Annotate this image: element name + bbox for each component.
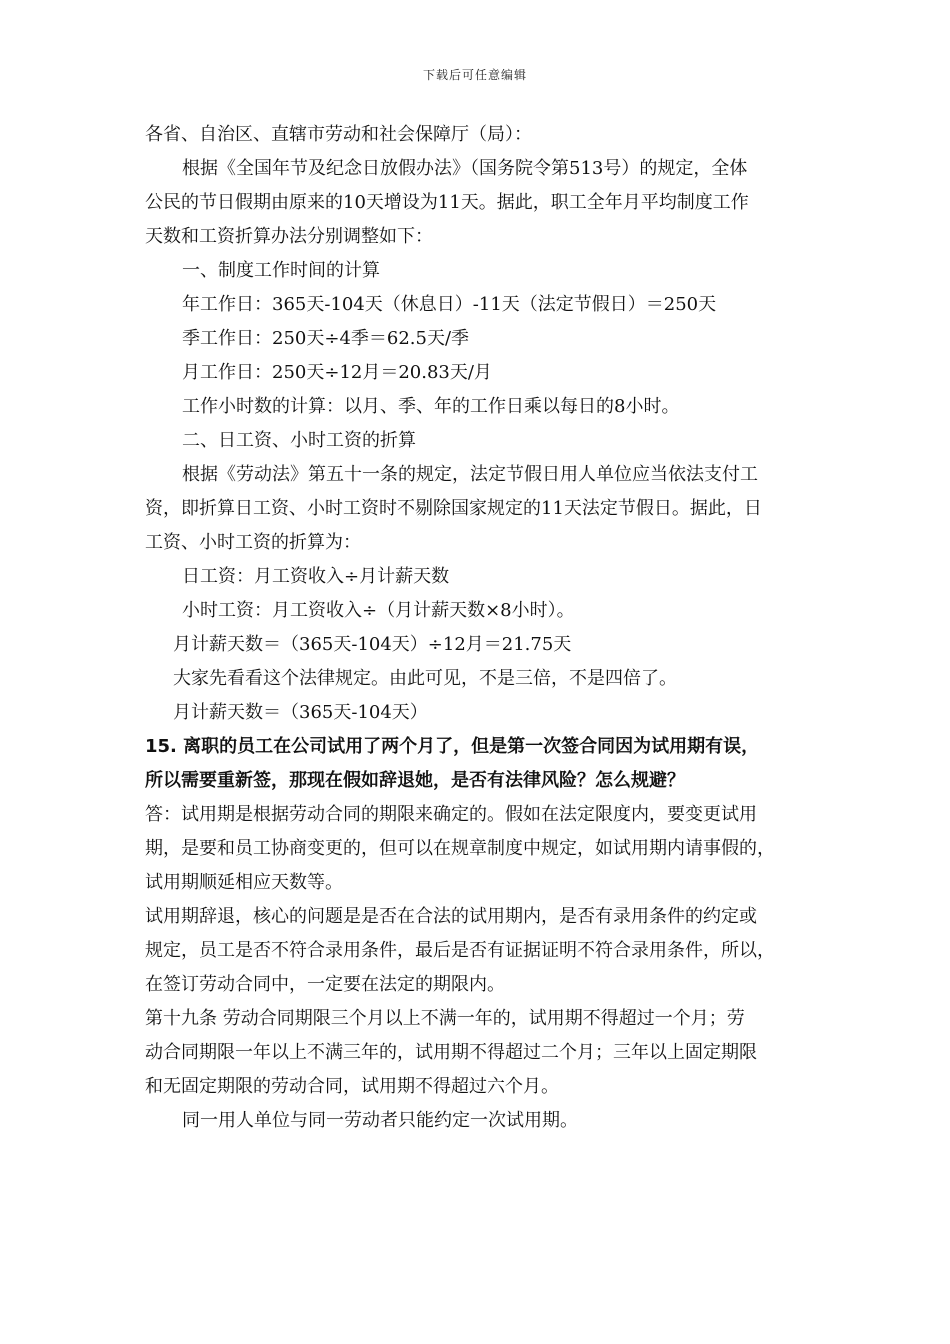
formula-line: 年工作日：365天-104天（休息日）-11天（法定节假日）＝250天 xyxy=(182,294,717,315)
paragraph-line: 资，即折算日工资、小时工资时不剔除国家规定的11天法定节假日。据此，日 xyxy=(145,498,762,519)
law-article-line: 同一用人单位与同一劳动者只能约定一次试用期。 xyxy=(182,1110,578,1131)
paragraph-line: 根据《劳动法》第五十一条的规定，法定节假日用人单位应当依法支付工 xyxy=(182,464,758,485)
question-heading: 15. 离职的员工在公司试用了两个月了，但是第一次签合同因为试用期有误， xyxy=(145,736,760,757)
law-article-line: 和无固定期限的劳动合同，试用期不得超过六个月。 xyxy=(145,1076,559,1097)
page-header-note: 下载后可任意编辑 xyxy=(422,68,527,82)
answer-line: 规定，员工是否不符合录用条件，最后是否有证据证明不符合录用条件，所以， xyxy=(145,940,775,961)
law-article-line: 第十九条 劳动合同期限三个月以上不满一年的，试用期不得超过一个月；劳 xyxy=(145,1008,745,1029)
paragraph-line: 工资、小时工资的折算为： xyxy=(145,532,361,553)
paragraph-line: 天数和工资折算办法分别调整如下： xyxy=(145,226,433,247)
section-heading: 二、日工资、小时工资的折算 xyxy=(182,430,416,451)
answer-line: 在签订劳动合同中，一定要在法定的期限内。 xyxy=(145,974,505,995)
salutation-line: 各省、自治区、直辖市劳动和社会保障厅（局）： xyxy=(145,124,532,145)
formula-line: 日工资：月工资收入÷月计薪天数 xyxy=(182,566,450,587)
answer-line: 期，是要和员工协商变更的，但可以在规章制度中规定，如试用期内请事假的， xyxy=(145,838,775,859)
formula-line: 月计薪天数＝（365天-104天）÷12月＝21.75天 xyxy=(173,634,572,655)
answer-line: 答：试用期是根据劳动合同的期限来确定的。假如在法定限度内，要变更试用 xyxy=(145,804,757,825)
paragraph-line: 工作小时数的计算：以月、季、年的工作日乘以每日的8小时。 xyxy=(182,396,680,417)
section-heading: 一、制度工作时间的计算 xyxy=(182,260,380,281)
question-heading: 所以需要重新签，那现在假如辞退她，是否有法律风险？怎么规避？ xyxy=(145,770,685,791)
formula-line: 月工作日：250天÷12月＝20.83天/月 xyxy=(182,362,492,383)
law-article-line: 动合同期限一年以上不满三年的，试用期不得超过二个月；三年以上固定期限 xyxy=(145,1042,757,1063)
document-body xyxy=(145,118,810,1138)
answer-line: 试用期顺延相应天数等。 xyxy=(145,872,343,893)
paragraph-line: 根据《全国年节及纪念日放假办法》（国务院令第513号）的规定，全体 xyxy=(182,158,748,179)
formula-line: 月计薪天数＝（365天-104天） xyxy=(173,702,428,723)
formula-line: 季工作日：250天÷4季＝62.5天/季 xyxy=(182,328,470,349)
paragraph-line: 公民的节日假期由原来的10天增设为11天。据此，职工全年月平均制度工作 xyxy=(145,192,749,213)
paragraph-line: 大家先看看这个法律规定。由此可见，不是三倍，不是四倍了。 xyxy=(173,668,677,689)
answer-line: 试用期辞退，核心的问题是是否在合法的试用期内，是否有录用条件的约定或 xyxy=(145,906,757,927)
formula-line: 小时工资：月工资收入÷（月计薪天数×8小时）。 xyxy=(182,600,575,621)
